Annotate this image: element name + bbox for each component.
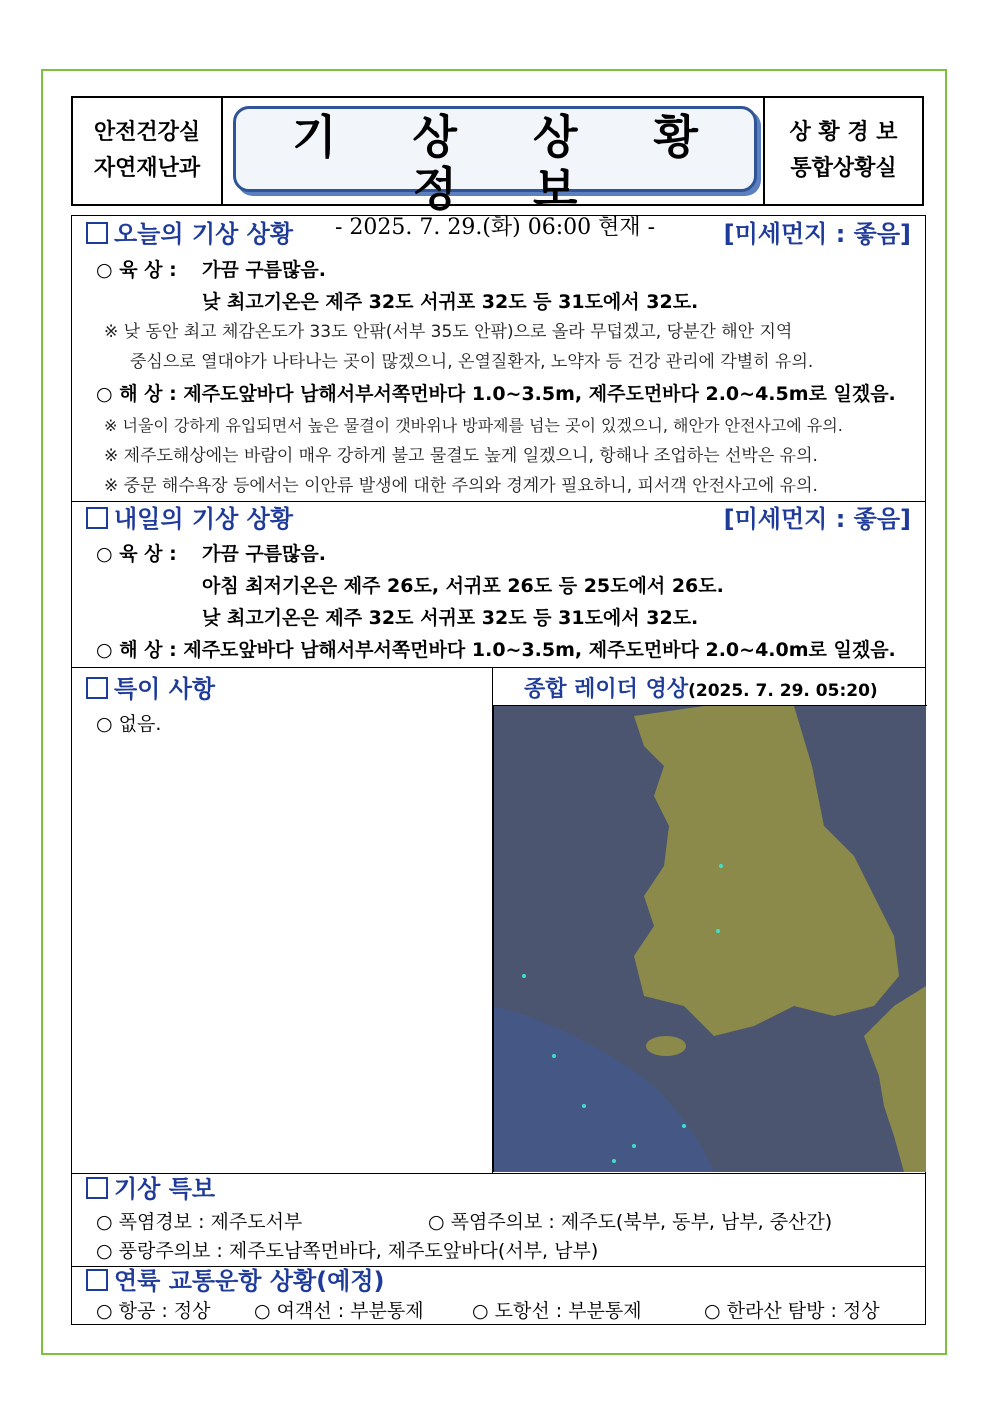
special-heading: 특이 사항 <box>86 673 215 705</box>
dept-line-1: 안전건강실 <box>93 120 201 145</box>
checkbox-icon <box>86 222 108 244</box>
checkbox-icon <box>86 1177 108 1199</box>
warning-item-1: ○ 폭염경보 : 제주도서부 <box>96 1211 303 1233</box>
tomorrow-land-3: 낮 최고기온은 제주 32도 서귀포 32도 등 31도에서 32도. <box>202 607 699 629</box>
radar-heading: 종합 레이더 영상(2025. 7. 29. 05:20) <box>524 677 878 702</box>
today-note-1b: 중심으로 열대야가 나타나는 곳이 많겠으니, 온열질환자, 노약자 등 건강 관리에 각별히 유의. <box>130 352 814 372</box>
title-box <box>233 106 757 240</box>
today-land-2: 낮 최고기온은 제주 32도 서귀포 32도 등 31도에서 32도. <box>202 291 699 313</box>
traffic-heading: 연륙 교통운항 상황(예정) <box>86 1265 385 1297</box>
traffic-air: ○ 항공 : 정상 <box>96 1300 211 1322</box>
special-item: ○ 없음. <box>96 713 162 735</box>
radar-time: (2025. 7. 29. 05:20) <box>688 681 878 701</box>
warnings-heading: 기상 특보 <box>86 1173 215 1205</box>
today-land-1: 가끔 구름많음. <box>202 259 326 281</box>
report-body <box>71 215 926 1325</box>
today-heading: 오늘의 기상 상황 <box>86 218 293 250</box>
checkbox-icon <box>86 507 108 529</box>
page-title: 기 상 상 황 정 보 <box>292 110 728 216</box>
today-land-label: ○ 육 상 : <box>96 259 177 281</box>
divider <box>72 667 925 668</box>
report-datetime: - 2025. 7. 29.(화) 06:00 현재 - <box>334 215 656 240</box>
radar-map <box>494 706 926 1172</box>
today-sea: ○ 해 상 : 제주도앞바다 남해서부서쪽먼바다 1.0~3.5m, 제주도먼바다 2.0~4.5m로 일겠음. <box>96 383 896 405</box>
today-dust: [미세먼지 : 좋음] <box>723 220 911 248</box>
today-note-1a: ※ 낮 동안 최고 체감온도가 33도 안팎(서부 35도 안팎)으로 올라 무덥겠고, 당분간 해안 지역 <box>104 322 793 342</box>
dept-line-2: 자연재난과 <box>93 156 201 181</box>
department-left <box>73 98 223 204</box>
checkbox-icon <box>86 1269 108 1291</box>
traffic-ferry: ○ 여객선 : 부분통제 <box>254 1300 424 1322</box>
warning-item-3: ○ 풍랑주의보 : 제주도남쪽먼바다, 제주도앞바다(서부, 남부) <box>96 1240 599 1262</box>
today-note-2: ※ 너울이 강하게 유입되면서 높은 물결이 갯바위나 방파제를 넘는 곳이 있겠으니, 해안가 안전사고에 유의. <box>104 416 843 435</box>
radar-image <box>493 706 926 1172</box>
tomorrow-dust: [미세먼지 : 좋음] <box>723 505 911 533</box>
department-right <box>763 98 922 204</box>
tomorrow-land-1: 가끔 구름많음. <box>202 543 326 565</box>
tomorrow-heading: 내일의 기상 상황 <box>86 503 293 535</box>
warning-item-2: ○ 폭염주의보 : 제주도(북부, 동부, 남부, 중산간) <box>428 1211 833 1233</box>
traffic-hallasan: ○ 한라산 탐방 : 정상 <box>704 1300 880 1322</box>
office-line-2: 통합상황실 <box>790 156 897 181</box>
tomorrow-land-label: ○ 육 상 : <box>96 543 177 565</box>
today-note-3: ※ 제주도해상에는 바람이 매우 강하게 불고 물결도 높게 일겠으니, 항해나 조업하는 선박은 유의. <box>104 446 818 466</box>
jeju-island <box>646 1036 686 1056</box>
checkbox-icon <box>86 677 108 699</box>
today-note-4: ※ 중문 해수욕장 등에서는 이안류 발생에 대한 주의와 경계가 필요하니, 피서객 안전사고에 유의. <box>104 476 818 496</box>
tomorrow-sea: ○ 해 상 : 제주도앞바다 남해서부서쪽먼바다 1.0~3.5m, 제주도먼바다 2.0~4.0m로 일겠음. <box>96 639 896 661</box>
office-line-1: 상 황 경 보 <box>789 120 898 145</box>
divider <box>72 501 925 502</box>
tomorrow-land-2: 아침 최저기온은 제주 26도, 서귀포 26도 등 25도에서 26도. <box>202 575 724 597</box>
traffic-island: ○ 도항선 : 부분통제 <box>472 1300 642 1322</box>
